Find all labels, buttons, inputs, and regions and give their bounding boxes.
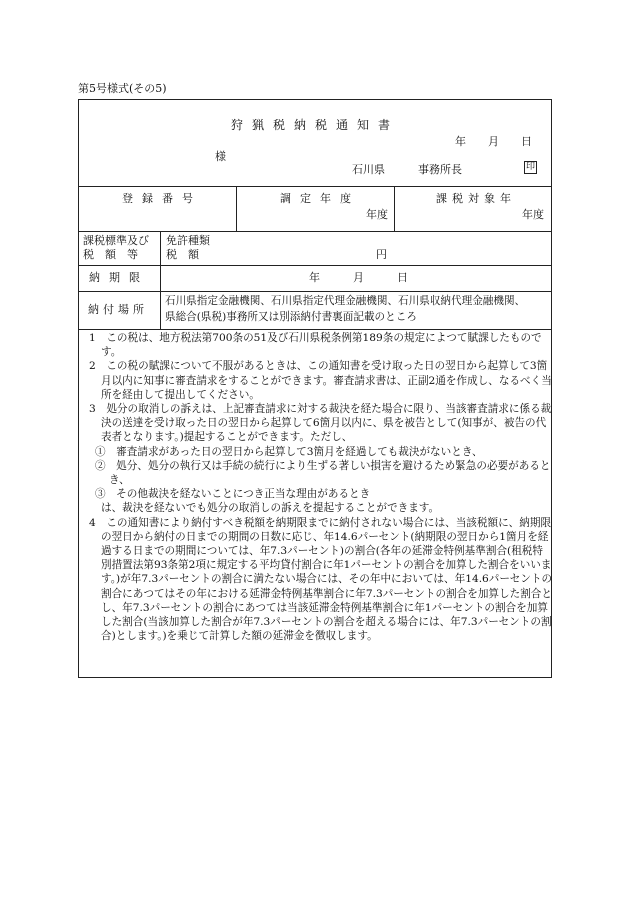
note-3-item-3: ③ その他裁決を経ないことにつき正当な理由があるとき bbox=[95, 488, 371, 501]
payment-place-line1: 石川県指定金融機関、石川県指定代理金融機関、石川県収納代理金融機関、 bbox=[165, 295, 526, 307]
due-date-label: 納期限 bbox=[89, 271, 149, 284]
note-3-tail: は、裁決を経ないでも処分の取消しの訴えを提起することができます。 bbox=[101, 502, 440, 515]
payment-place-label: 納付場所 bbox=[88, 303, 148, 316]
due-date-value: 年 月 日 bbox=[309, 271, 408, 284]
addressee-suffix: 様 bbox=[215, 150, 226, 163]
tax-basis-label-line2: 税 額 等 bbox=[83, 248, 138, 261]
assessment-year-unit: 年度 bbox=[366, 208, 388, 221]
registration-number-label: 登録番号 bbox=[122, 192, 202, 205]
note-4: 4 この通知書により納付すべき税額を納期限までに納付されない場合には、当該税額に、納期限の翌日から納付の日までの期間の日数に応じ、年14.6パーセント(納期限の翌日から1箇月を経過する日までの期間については、年7.3パーセント)の割合(各年の延滞金特例基準割合(租税特別措置法第93条第2項に規定する平均貸付割合に年1パーセントの割合を加算した割合をいいます。)が年7.3パーセントの割合に満たない場合には、その年中においては、年14.6パーセントの割合にあつてはその年における延滞金特例基準割合に年7.3パーセントの割合を加算した割合とし、年7.3パーセントの割合にあつては当該延滞金特例基準割合に年1パーセントの割合を加算した割合(当該加算した割合が年7.3パーセントの割合を超える場合には、年7.3パーセントの割合)とします。)を乗じて計算した額の延滞金を徴収します。 bbox=[89, 516, 553, 643]
payment-place-line2: 県総合(県税)事務所又は別添納付書裏面記載のところ bbox=[165, 311, 417, 323]
note-3-item-2: ② 処分、処分の執行又は手続の続行により生ずる著しい損害を避けるため緊急の必要があるとき、 bbox=[95, 459, 551, 487]
issue-date: 年 月 日 bbox=[455, 135, 532, 148]
notes-section bbox=[79, 331, 553, 643]
license-type-label: 免許種類 bbox=[166, 234, 210, 247]
yen-unit: 円 bbox=[376, 248, 387, 261]
note-2: 2 この税の賦課について不服があるときは、この通知書を受け取った日の翌日から起算して3箇月以内に知事に審査請求をすることができます。審査請求書は、正副2通を作成し、なるべく当所を経由して提出してください。 bbox=[89, 360, 552, 401]
assessment-year-label: 調定年度 bbox=[280, 192, 360, 205]
form-number: 第5号様式(その5) bbox=[78, 82, 167, 95]
tax-amount-label: 税 額 bbox=[166, 248, 199, 261]
tax-target-year-unit: 年度 bbox=[522, 208, 544, 221]
tax-target-year-label: 課税対象年 bbox=[436, 192, 516, 205]
note-1: 1 この税は、地方税法第700条の51及び石川県税条例第189条の規定によつて賦課したものです。 bbox=[89, 332, 542, 359]
note-3-item-1: ① 審査請求があった日の翌日から起算して3箇月を経過しても裁決がないとき、 bbox=[95, 445, 483, 458]
seal-mark: 印 bbox=[525, 162, 535, 172]
issuer-name: 石川県 事務所長 bbox=[352, 163, 462, 176]
tax-basis-label-line1: 課税標準及び bbox=[83, 234, 149, 247]
note-3: 3 処分の取消しの訴えは、上記審査請求に対する裁決を経た場合に限り、当該審査請求に係る裁決の送達を受け取った日の翌日から起算して6箇月以内に、県を被告として(知事が、被告の代表者となります。)提起することができます。ただし、 bbox=[89, 403, 552, 444]
document-title: 狩猟税納税通知書 bbox=[231, 118, 400, 132]
tax-notice-form bbox=[78, 99, 552, 678]
